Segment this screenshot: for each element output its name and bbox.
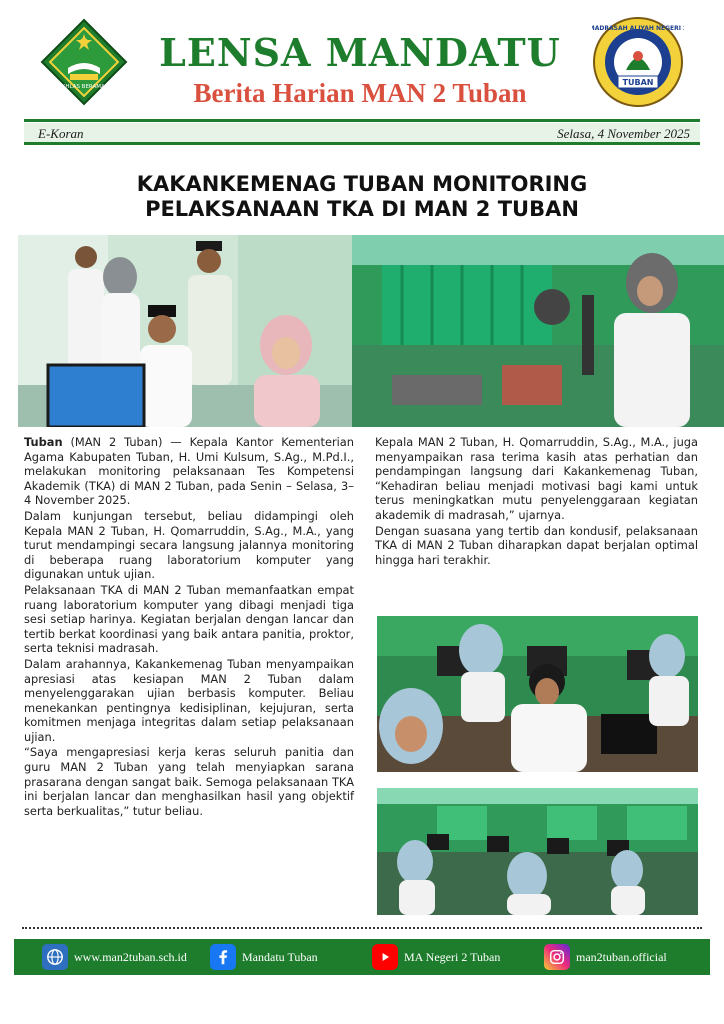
footer-bar xyxy=(14,939,710,975)
paragraph-7: Dengan suasana yang tertib dan kondusif, pelaksanaan TKA di MAN 2 Tuban diharapkan dapat berjalan optimal hingga hari terakhir. xyxy=(375,523,698,567)
svg-text:MADRASAH ALIYAH NEGERI 2: MADRASAH ALIYAH NEGERI 2 xyxy=(592,25,684,32)
paragraph-2: Dalam kunjungan tersebut, beliau didampingi oleh Kepala MAN 2 Tuban, H. Qomarruddin, S.Ag., M.A., yang turut mendampingi secara langsung jalannya monitoring di beberapa ruang laboratorium komputer yang digunakan untuk ujian. xyxy=(24,508,354,582)
headline-line-2: PELAKSANAAN TKA DI MAN 2 TUBAN xyxy=(145,197,579,221)
kemenag-logo xyxy=(40,18,128,106)
photo-students-exam xyxy=(377,616,698,772)
facebook-link[interactable] xyxy=(210,944,318,970)
globe-icon xyxy=(42,944,68,970)
photo-lab-overview xyxy=(377,788,698,915)
svg-text:IKHLAS BERAMAL: IKHLAS BERAMAL xyxy=(60,84,108,90)
paragraph-3: Pelaksanaan TKA di MAN 2 Tuban memanfaatkan empat ruang laboratorium komputer yang dibagi menjadi tiga sesi setiap harinya. Kegiatan berjalan dengan lancar dan tertib berkat koordinasi yang baik antara panitia, proktor, serta teknisi madrasah. xyxy=(24,582,354,656)
footer-separator xyxy=(22,927,702,929)
dateline: Tuban xyxy=(24,435,63,449)
newspaper-title: LENSA MANDATU xyxy=(159,30,561,75)
article-column-right xyxy=(375,435,698,568)
edition-label: E-Koran xyxy=(38,126,84,141)
paragraph-6: Kepala MAN 2 Tuban, H. Qomarruddin, S.Ag., M.A., juga menyampaikan rasa terima kasih atas perhatian dan pendampingan langsung dari Kakankemenag Tuban, “Kehadiran beliau menjadi motivasi bagi kami untuk terus meningkatkan mutu penyelenggaraan kegiatan akademik di madrasah,” ujarnya. xyxy=(375,435,698,522)
instagram-link[interactable] xyxy=(544,944,667,970)
facebook-icon xyxy=(210,944,236,970)
website-text: www.man2tuban.sch.id xyxy=(74,949,187,964)
photo-officials-monitoring xyxy=(18,235,352,427)
paragraph-5: “Saya mengapresiasi kerja keras seluruh panitia dan guru MAN 2 Tuban yang telah menyiapkan sarana prasarana dengan sangat baik. Semoga pelaksanaan TKA ini berjalan lancar dan menghasilkan hasil yang objektif serta berkualitas,” tutur beliau. xyxy=(24,745,354,818)
article-headline xyxy=(40,172,684,222)
instagram-text: man2tuban.official xyxy=(576,949,667,964)
masthead-rule xyxy=(24,119,700,122)
photo-computer-lab xyxy=(352,235,724,427)
newspaper-subtitle: Berita Harian MAN 2 Tuban xyxy=(193,78,527,108)
article-column-left xyxy=(24,435,354,819)
man2-tuban-logo xyxy=(592,16,684,108)
edition-date: Selasa, 4 November 2025 xyxy=(557,126,690,141)
paragraph-1: Tuban (MAN 2 Tuban) — Kepala Kantor Kementerian Agama Kabupaten Tuban, H. Umi Kulsum, S.Ag., M.Pd.I., melakukan monitoring pelaksanaan Tes Kompetensi Akademik (TKA) di MAN 2 Tuban, pada Senin – Selasa, 3–4 November 2025. xyxy=(24,435,354,508)
youtube-icon xyxy=(372,944,398,970)
edition-bar xyxy=(24,123,700,145)
instagram-icon xyxy=(544,944,570,970)
paragraph-4: Dalam arahannya, Kakankemenag Tuban menyampaikan apresiasi atas kesiapan MAN 2 Tuban dalam menyelenggarakan ujian berbasis komputer. Beliau menekankan pentingnya kedisiplinan, kejujuran, serta komitmen menjaga integritas dalam setiap pelaksanaan ujian. xyxy=(24,656,354,744)
youtube-link[interactable] xyxy=(372,944,500,970)
youtube-text: MA Negeri 2 Tuban xyxy=(404,949,501,964)
facebook-text: Mandatu Tuban xyxy=(242,949,318,964)
headline-line-1: KAKANKEMENAG TUBAN MONITORING xyxy=(136,172,588,196)
website-link[interactable] xyxy=(42,944,187,970)
svg-text:TUBAN: TUBAN xyxy=(622,78,654,87)
